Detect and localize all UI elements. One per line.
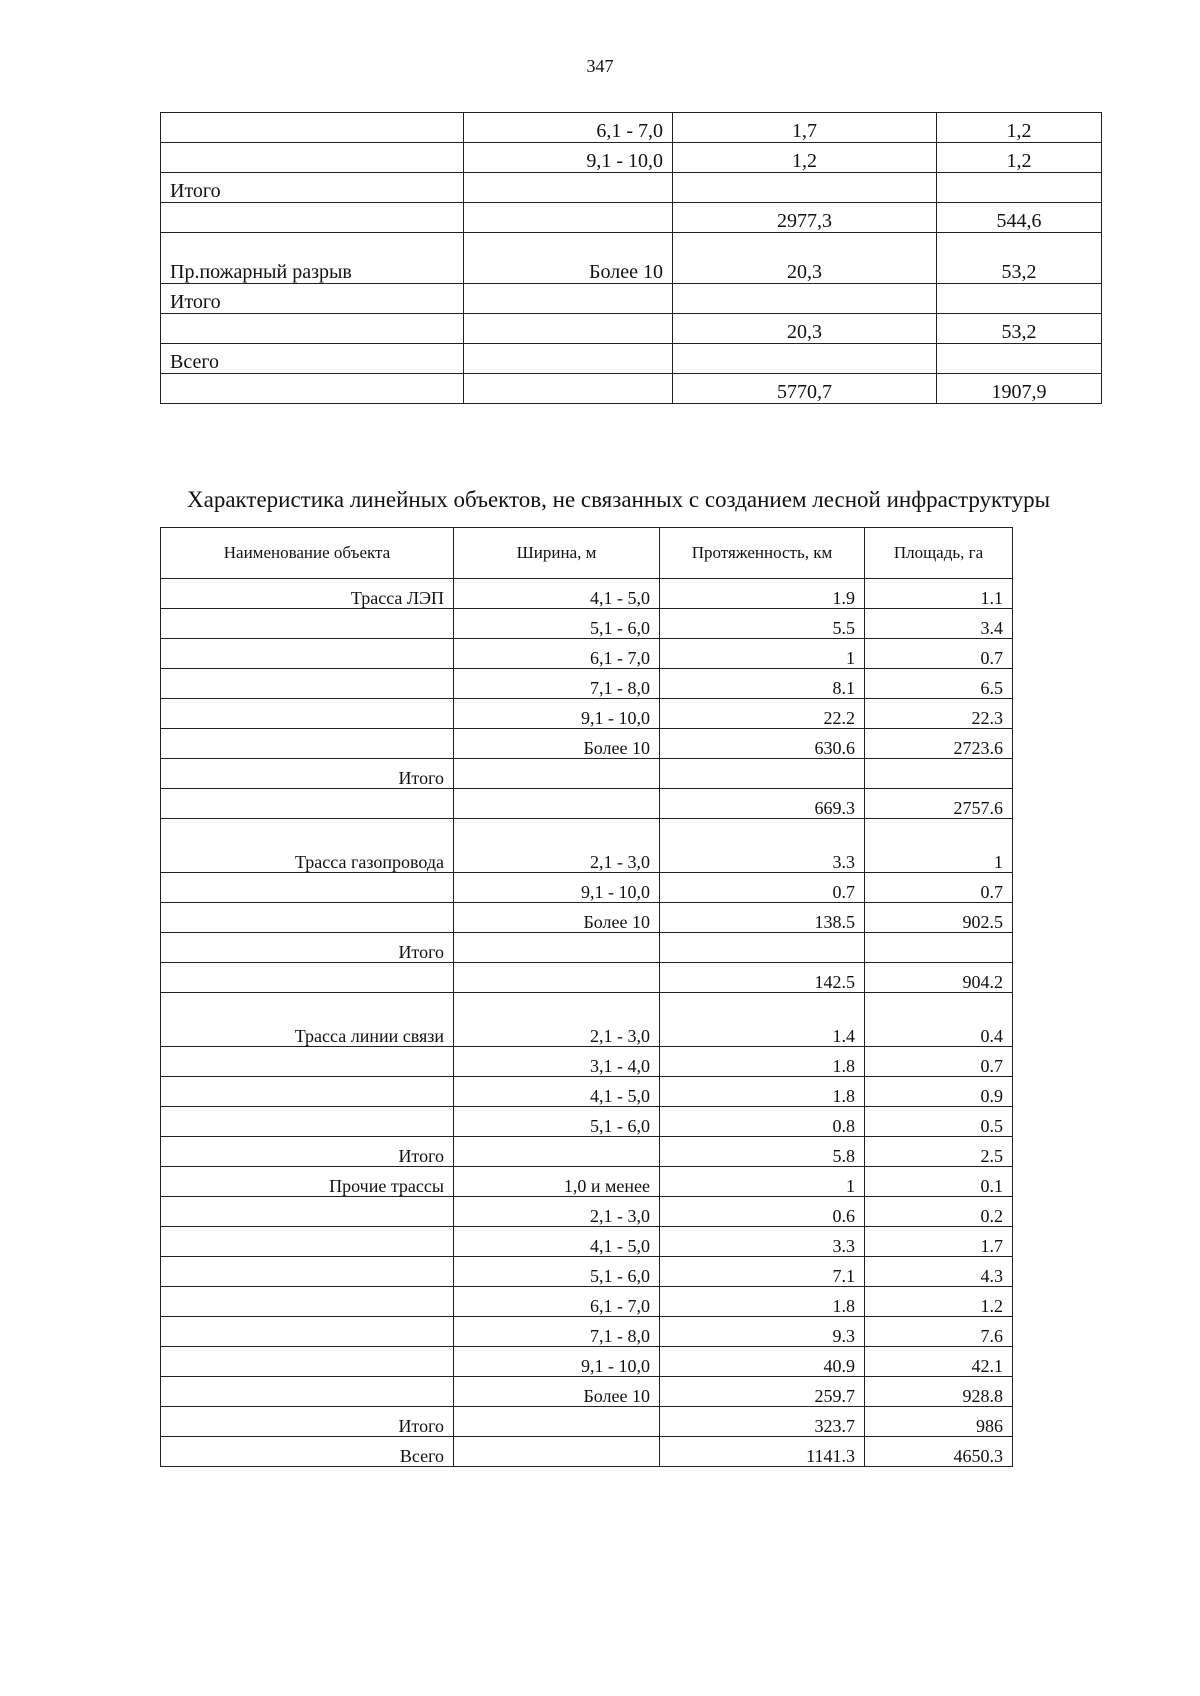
table-row <box>161 1287 1013 1317</box>
cell-area: 1.7 <box>865 1227 1013 1257</box>
cell-object-name: Итого <box>161 759 454 789</box>
cell-width: 9,1 - 10,0 <box>454 699 660 729</box>
cell-length: 1141.3 <box>660 1437 865 1467</box>
cell-area: 986 <box>865 1407 1013 1437</box>
cell-object-name: Итого <box>161 933 454 963</box>
table-row <box>161 819 1013 873</box>
table-row <box>161 789 1013 819</box>
cell-object-name: Трасса ЛЭП <box>161 579 454 609</box>
table-cell: 1907,9 <box>937 374 1102 404</box>
cell-width: 4,1 - 5,0 <box>454 1077 660 1107</box>
table-row <box>161 903 1013 933</box>
cell-object-name <box>161 699 454 729</box>
cell-width: 6,1 - 7,0 <box>454 1287 660 1317</box>
header-length: Протяженность, км <box>660 528 865 579</box>
cell-area: 0.5 <box>865 1107 1013 1137</box>
table-row <box>161 1197 1013 1227</box>
table-row <box>161 579 1013 609</box>
table-cell: 9,1 - 10,0 <box>464 143 673 173</box>
cell-width: Более 10 <box>454 903 660 933</box>
cell-width: 9,1 - 10,0 <box>454 1347 660 1377</box>
table-row <box>161 203 1102 233</box>
cell-length: 8.1 <box>660 669 865 699</box>
cell-length: 0.8 <box>660 1107 865 1137</box>
cell-width <box>454 1137 660 1167</box>
cell-length <box>660 759 865 789</box>
cell-width <box>454 1407 660 1437</box>
cell-width: 7,1 - 8,0 <box>454 1317 660 1347</box>
table-row <box>161 1377 1013 1407</box>
cell-area: 22.3 <box>865 699 1013 729</box>
cell-width: 2,1 - 3,0 <box>454 819 660 873</box>
table-cell: Всего <box>161 344 464 374</box>
cell-width: 6,1 - 7,0 <box>454 639 660 669</box>
table-caption: Характеристика линейных объектов, не связанных с созданием лесной инфраструктуры <box>187 487 1051 512</box>
cell-area <box>865 933 1013 963</box>
cell-area: 1.1 <box>865 579 1013 609</box>
linear-objects-table-body <box>161 579 1013 1467</box>
cell-object-name: Трасса линии связи <box>161 993 454 1047</box>
table-row <box>161 1167 1013 1197</box>
cell-length: 323.7 <box>660 1407 865 1437</box>
table-row <box>161 1317 1013 1347</box>
cell-area: 0.4 <box>865 993 1013 1047</box>
table-cell: 6,1 - 7,0 <box>464 113 673 143</box>
cell-width: 3,1 - 4,0 <box>454 1047 660 1077</box>
cell-object-name: Всего <box>161 1437 454 1467</box>
table-row <box>161 344 1102 374</box>
cell-width: Более 10 <box>454 1377 660 1407</box>
cell-length: 5.5 <box>660 609 865 639</box>
cell-object-name <box>161 1077 454 1107</box>
cell-area: 0.7 <box>865 873 1013 903</box>
cell-object-name <box>161 789 454 819</box>
table-cell <box>937 173 1102 203</box>
cell-width <box>454 759 660 789</box>
table-row <box>161 993 1013 1047</box>
cell-length: 630.6 <box>660 729 865 759</box>
cell-width: 5,1 - 6,0 <box>454 609 660 639</box>
cell-length: 669.3 <box>660 789 865 819</box>
table-row <box>161 729 1013 759</box>
cell-area: 1.2 <box>865 1287 1013 1317</box>
table-row <box>161 1407 1013 1437</box>
table-cell: 20,3 <box>673 314 937 344</box>
cell-area: 3.4 <box>865 609 1013 639</box>
cell-object-name <box>161 1107 454 1137</box>
cell-length: 0.7 <box>660 873 865 903</box>
table-cell <box>937 344 1102 374</box>
cell-object-name <box>161 1317 454 1347</box>
cell-length: 9.3 <box>660 1317 865 1347</box>
table-cell <box>464 284 673 314</box>
cell-width: 9,1 - 10,0 <box>454 873 660 903</box>
table-cell <box>673 173 937 203</box>
table-cell: Пр.пожарный разрыв <box>161 233 464 284</box>
cell-length: 1.4 <box>660 993 865 1047</box>
cell-area: 0.7 <box>865 639 1013 669</box>
cell-width: 1,0 и менее <box>454 1167 660 1197</box>
table-cell <box>464 314 673 344</box>
table-cell <box>161 374 464 404</box>
header-object-name: Наименование объекта <box>161 528 454 579</box>
header-area: Площадь, га <box>865 528 1013 579</box>
cell-area: 0.9 <box>865 1077 1013 1107</box>
cell-object-name <box>161 729 454 759</box>
cell-area: 2.5 <box>865 1137 1013 1167</box>
cell-width <box>454 789 660 819</box>
table-row <box>161 143 1102 173</box>
table-row <box>161 669 1013 699</box>
table-row <box>161 963 1013 993</box>
cell-length: 0.6 <box>660 1197 865 1227</box>
table-row <box>161 314 1102 344</box>
cell-area: 902.5 <box>865 903 1013 933</box>
cell-length: 1.8 <box>660 1047 865 1077</box>
cell-area: 4650.3 <box>865 1437 1013 1467</box>
cell-width: 2,1 - 3,0 <box>454 993 660 1047</box>
table-row <box>161 113 1102 143</box>
cell-area: 2757.6 <box>865 789 1013 819</box>
table-cell: Итого <box>161 173 464 203</box>
cell-width: 7,1 - 8,0 <box>454 669 660 699</box>
header-width: Ширина, м <box>454 528 660 579</box>
cell-object-name: Итого <box>161 1137 454 1167</box>
table-cell: 1,2 <box>937 113 1102 143</box>
linear-objects-table <box>160 527 1013 1467</box>
cell-object-name <box>161 1197 454 1227</box>
cell-length: 3.3 <box>660 819 865 873</box>
cell-area: 1 <box>865 819 1013 873</box>
cell-length: 259.7 <box>660 1377 865 1407</box>
table-cell: Итого <box>161 284 464 314</box>
cell-width: 4,1 - 5,0 <box>454 579 660 609</box>
cell-object-name <box>161 903 454 933</box>
cell-object-name <box>161 1257 454 1287</box>
cell-object-name <box>161 963 454 993</box>
cell-width: 2,1 - 3,0 <box>454 1197 660 1227</box>
cell-area: 4.3 <box>865 1257 1013 1287</box>
cell-length <box>660 933 865 963</box>
table-cell <box>464 344 673 374</box>
table-cell: 20,3 <box>673 233 937 284</box>
cell-width <box>454 963 660 993</box>
cell-width: Более 10 <box>454 729 660 759</box>
cell-object-name <box>161 639 454 669</box>
cell-object-name: Итого <box>161 1407 454 1437</box>
table-row <box>161 233 1102 284</box>
cell-area: 6.5 <box>865 669 1013 699</box>
table-row <box>161 1437 1013 1467</box>
cell-area: 0.2 <box>865 1197 1013 1227</box>
table-cell <box>161 203 464 233</box>
cell-area: 928.8 <box>865 1377 1013 1407</box>
cell-area: 2723.6 <box>865 729 1013 759</box>
table-row <box>161 933 1013 963</box>
table-cell: 53,2 <box>937 314 1102 344</box>
table-row <box>161 1257 1013 1287</box>
header-row <box>161 528 1013 579</box>
cell-length: 142.5 <box>660 963 865 993</box>
table-cell: 2977,3 <box>673 203 937 233</box>
cell-object-name <box>161 1347 454 1377</box>
cell-length: 1 <box>660 639 865 669</box>
table-row <box>161 1227 1013 1257</box>
cell-length: 138.5 <box>660 903 865 933</box>
table-cell: 1,2 <box>673 143 937 173</box>
table-cell <box>673 344 937 374</box>
page-number: 347 <box>586 56 614 76</box>
cell-object-name: Прочие трассы <box>161 1167 454 1197</box>
table-cell <box>937 284 1102 314</box>
cell-object-name: Трасса газопровода <box>161 819 454 873</box>
table-header <box>161 528 1013 579</box>
cell-length: 40.9 <box>660 1347 865 1377</box>
cell-area: 42.1 <box>865 1347 1013 1377</box>
cell-object-name <box>161 1227 454 1257</box>
table-row <box>161 759 1013 789</box>
table-row <box>161 1077 1013 1107</box>
cell-length: 1.8 <box>660 1287 865 1317</box>
continuation-table-body <box>161 113 1102 404</box>
cell-length: 5.8 <box>660 1137 865 1167</box>
table-cell <box>464 203 673 233</box>
cell-length: 1.8 <box>660 1077 865 1107</box>
cell-object-name <box>161 1377 454 1407</box>
table-row <box>161 609 1013 639</box>
table-cell: 53,2 <box>937 233 1102 284</box>
cell-object-name <box>161 669 454 699</box>
cell-length: 1 <box>660 1167 865 1197</box>
table-row <box>161 284 1102 314</box>
table-row <box>161 873 1013 903</box>
cell-length: 22.2 <box>660 699 865 729</box>
cell-area: 0.1 <box>865 1167 1013 1197</box>
table-row <box>161 173 1102 203</box>
continuation-table <box>160 112 1102 404</box>
table-cell: Более 10 <box>464 233 673 284</box>
table-row <box>161 1347 1013 1377</box>
table-row <box>161 1137 1013 1167</box>
cell-object-name <box>161 1047 454 1077</box>
table-row <box>161 639 1013 669</box>
table-cell <box>161 143 464 173</box>
table-cell <box>673 284 937 314</box>
table-row <box>161 699 1013 729</box>
cell-width <box>454 933 660 963</box>
cell-width: 4,1 - 5,0 <box>454 1227 660 1257</box>
table-cell: 544,6 <box>937 203 1102 233</box>
table-cell: 5770,7 <box>673 374 937 404</box>
table-cell <box>161 113 464 143</box>
table-cell: 1,7 <box>673 113 937 143</box>
table-row <box>161 1047 1013 1077</box>
table-cell: 1,2 <box>937 143 1102 173</box>
cell-object-name <box>161 609 454 639</box>
table-row <box>161 1107 1013 1137</box>
cell-length: 1.9 <box>660 579 865 609</box>
cell-length: 7.1 <box>660 1257 865 1287</box>
table-cell <box>464 173 673 203</box>
cell-area: 0.7 <box>865 1047 1013 1077</box>
cell-object-name <box>161 1287 454 1317</box>
cell-area: 904.2 <box>865 963 1013 993</box>
cell-width <box>454 1437 660 1467</box>
table-cell <box>161 314 464 344</box>
cell-width: 5,1 - 6,0 <box>454 1107 660 1137</box>
cell-object-name <box>161 873 454 903</box>
cell-length: 3.3 <box>660 1227 865 1257</box>
cell-area: 7.6 <box>865 1317 1013 1347</box>
table-row <box>161 374 1102 404</box>
cell-area <box>865 759 1013 789</box>
table-cell <box>464 374 673 404</box>
cell-width: 5,1 - 6,0 <box>454 1257 660 1287</box>
